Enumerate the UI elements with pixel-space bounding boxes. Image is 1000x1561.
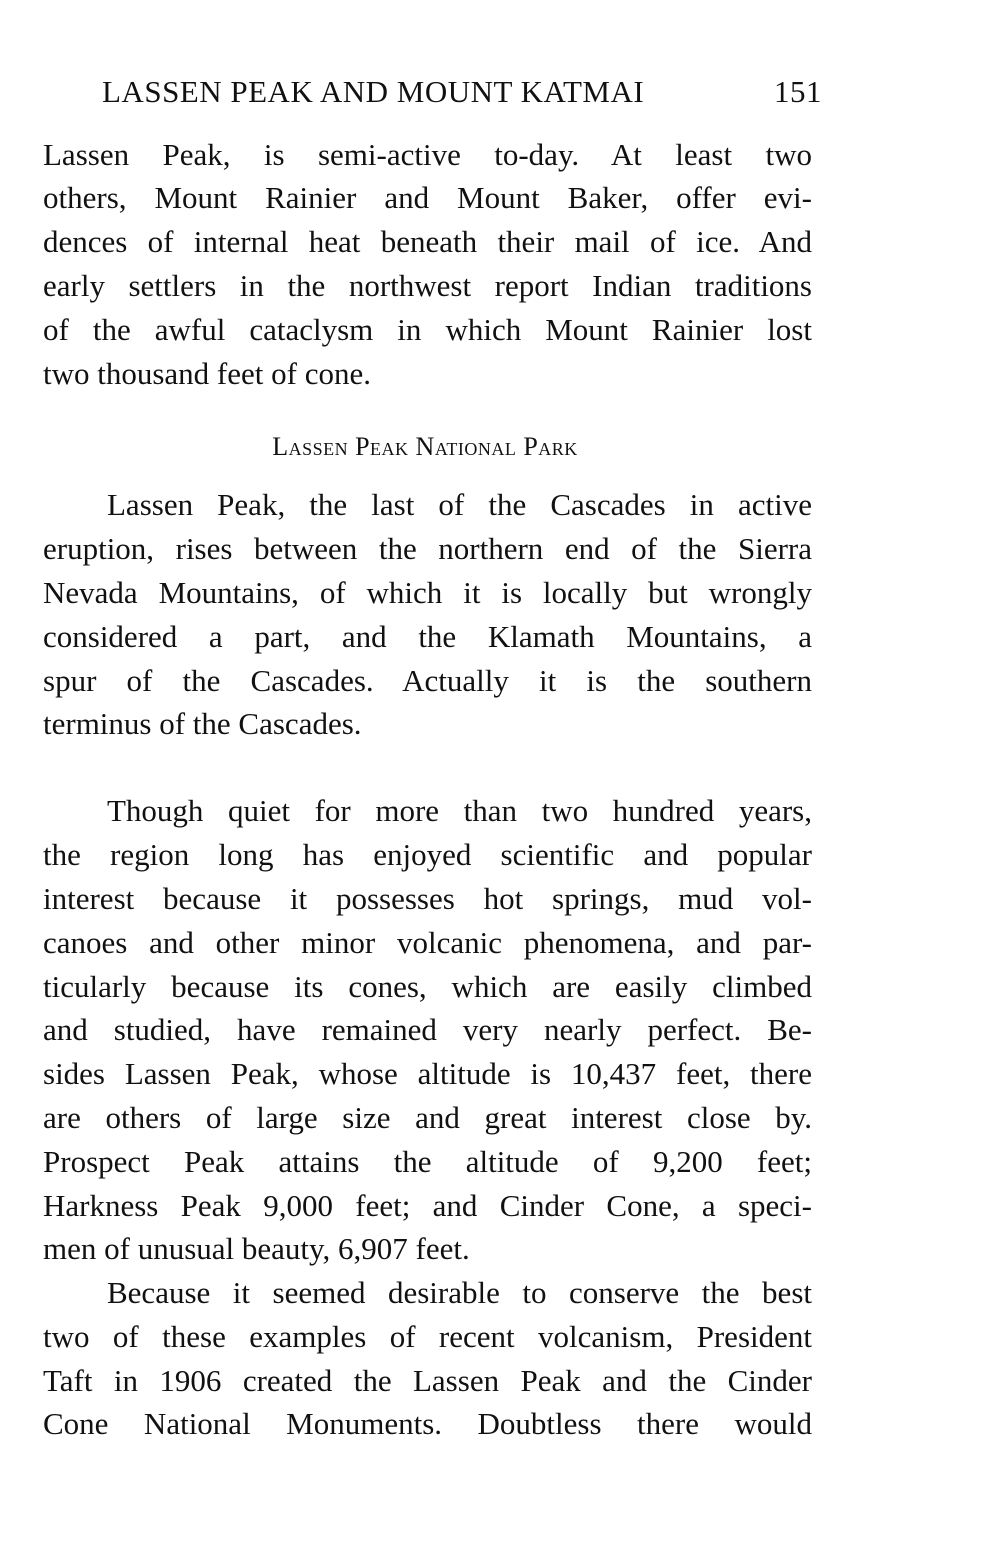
text-line: interest because it possesses hot springs, mud vol-	[43, 881, 812, 916]
text-line: eruption, rises between the northern end of the Sierra	[43, 531, 812, 566]
text-line: Because it seemed desirable to conserve the best	[107, 1275, 812, 1310]
text-line: terminus of the Cascades.	[43, 706, 362, 741]
running-title: LASSEN PEAK AND MOUNT KATMAI	[102, 74, 645, 109]
text-line: early settlers in the northwest report Indian traditions	[43, 268, 812, 303]
text-line: the region long has enjoyed scientific and popular	[43, 837, 812, 872]
text-line: Cone National Monuments. Doubtless there would	[43, 1406, 812, 1441]
text-line: two thousand feet of cone.	[43, 356, 371, 391]
text-line: Prospect Peak attains the altitude of 9,200 feet;	[43, 1144, 812, 1179]
text-line: Though quiet for more than two hundred years,	[107, 793, 812, 828]
text-line: Taft in 1906 created the Lassen Peak and the Cinder	[43, 1363, 812, 1398]
text-line: Nevada Mountains, of which it is locally but wrongly	[43, 575, 812, 610]
text-line: are others of large size and great interest close by.	[43, 1100, 812, 1135]
running-header	[102, 74, 822, 110]
text-line: dences of internal heat beneath their mail of ice. And	[43, 224, 812, 259]
text-line: canoes and other minor volcanic phenomena, and par-	[43, 925, 812, 960]
text-line: others, Mount Rainier and Mount Baker, offer evi-	[43, 180, 812, 215]
text-line: considered a part, and the Klamath Mountains, a	[43, 619, 812, 654]
text-line: and studied, have remained very nearly perfect. Be-	[43, 1012, 812, 1047]
text-line: spur of the Cascades. Actually it is the southern	[43, 663, 812, 698]
text-line: two of these examples of recent volcanism, President	[43, 1319, 812, 1354]
text-line: Lassen Peak, the last of the Cascades in active	[107, 487, 812, 522]
text-line: ticularly because its cones, which are easily climbed	[43, 969, 812, 1004]
text-line: of the awful cataclysm in which Mount Rainier lost	[43, 312, 812, 347]
text-line: Harkness Peak 9,000 feet; and Cinder Cone, a speci-	[43, 1188, 812, 1223]
text-line: Lassen Peak, is semi-active to-day. At least two	[43, 137, 812, 172]
text-line: men of unusual beauty, 6,907 feet.	[43, 1231, 470, 1266]
text-line: sides Lassen Peak, whose altitude is 10,437 feet, there	[43, 1056, 812, 1091]
page-number: 151	[774, 74, 822, 109]
section-heading: Lassen Peak National Park	[272, 432, 578, 461]
